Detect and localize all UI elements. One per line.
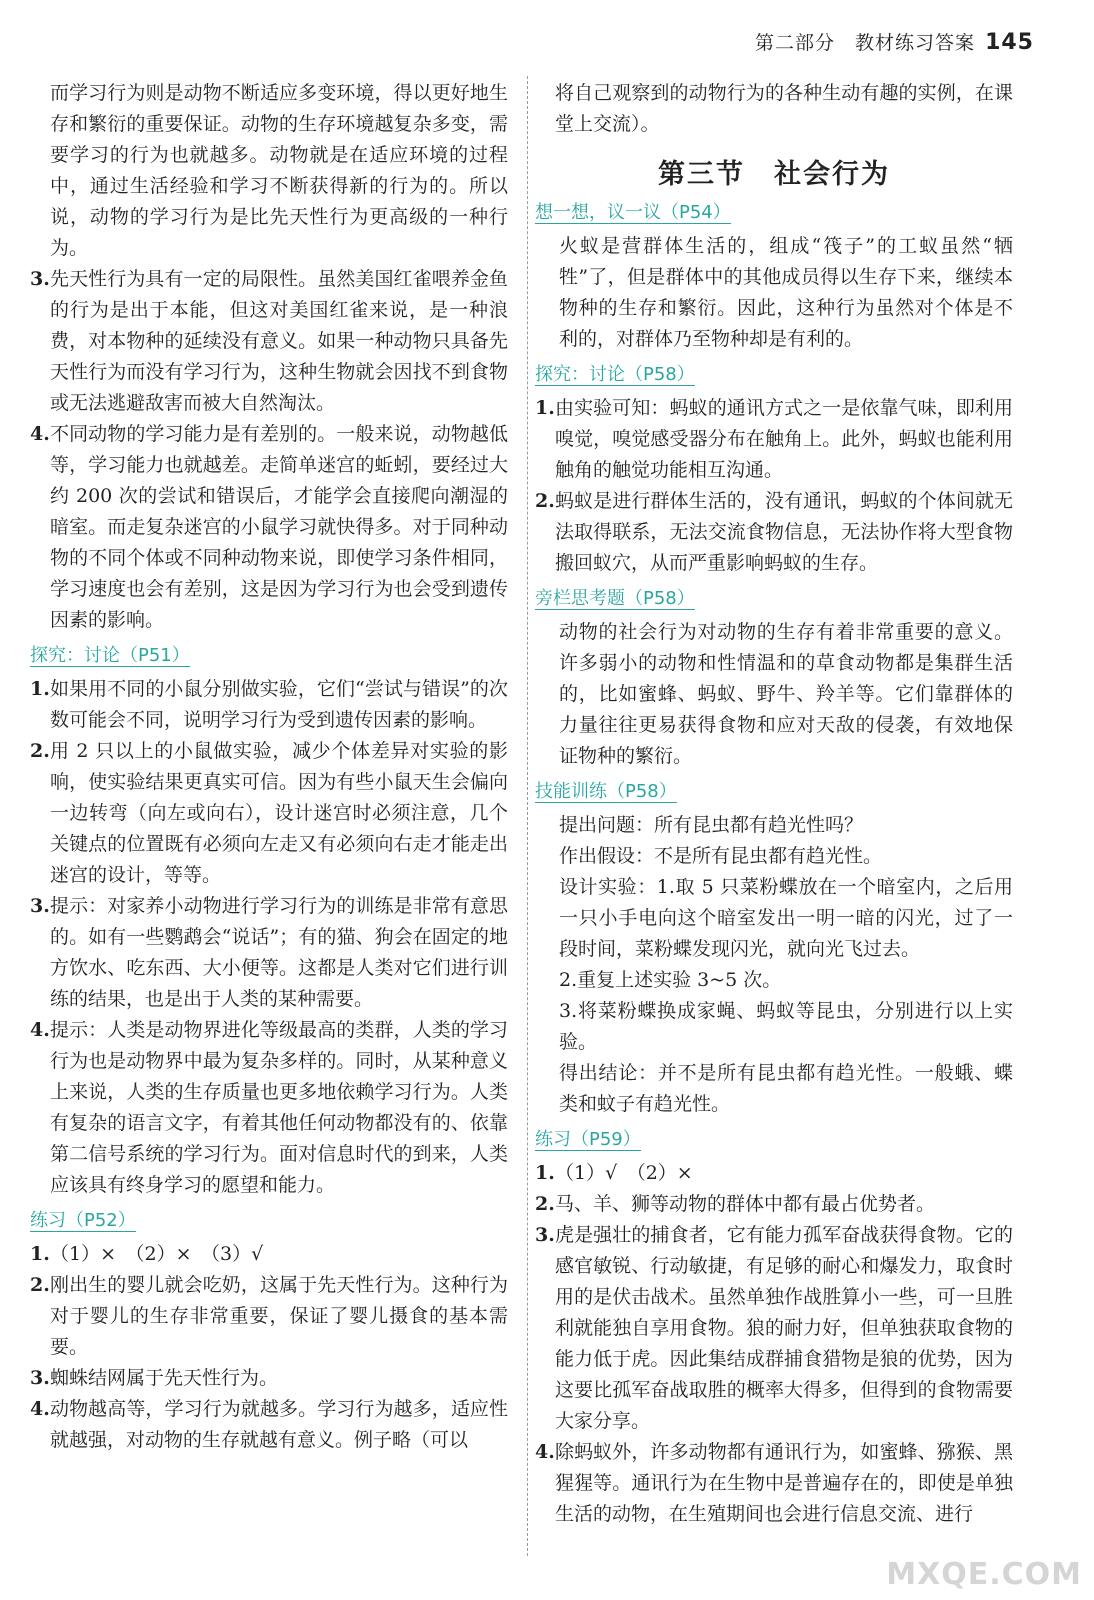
paragraph: 动物的社会行为对动物的生存有着非常重要的意义。许多弱小的动物和性情温和的草食动物都是集群生活的，比如蜜蜂、蚂蚁、野牛、羚羊等。它们靠群体的力量往往更易获得食物和应对天敌的侵袭，有效地保证物种的繁衍。: [559, 621, 1013, 767]
section-heading: 技能训练（P58）: [535, 781, 677, 802]
item-number: 3.: [30, 268, 50, 290]
item-text: 除蚂蚁外，许多动物都有通讯行为，如蜜蜂、猕猴、黑猩猩等。通讯行为在生物中是普遍存在的，即使是单独生活的动物，在生殖期间也会进行信息交流、进行: [555, 1441, 1013, 1525]
list-item: [535, 1158, 1013, 1189]
list-item: [535, 393, 1013, 486]
section-heading: 练习（P59）: [535, 1129, 641, 1150]
item-text: 虎是强壮的捕食者，它有能力孤军奋战获得食物。它的感官敏锐、行动敏捷，有足够的耐心和爆发力，取食时用的是伏击战术。虽然单独作战胜算小一些，可一旦胜利就能独自享用食物。狼的耐力好，但单独获取食物的能力低于虎。因此集结成群捕食猎物是狼的优势，因为这要比孤军奋战取胜的概率大得多，但得到的食物需要大家分享。: [555, 1224, 1013, 1432]
page-header: [755, 28, 1034, 55]
item-number: 3.: [30, 895, 50, 917]
item-text: 马、羊、狮等动物的群体中都有最占优势者。: [555, 1193, 936, 1215]
skill-line: 作出假设：不是所有昆虫都有趋光性。: [559, 845, 883, 867]
skill-line: 2.重复上述实验 3~5 次。: [559, 969, 782, 991]
paragraph: 而学习行为则是动物不断适应多变环境，得以更好地生存和繁衍的重要保证。动物的生存环境越复杂多变，需要学习的行为也就越多。动物就是在适应环境的过程中，通过生活经验和学习不断获得新的行为的。所以说，动物的学习行为是比先天性行为更高级的一种行为。: [50, 82, 508, 259]
chapter-title: 第三节 社会行为: [658, 159, 890, 190]
list-item: [30, 1363, 508, 1394]
item-number: 1.: [535, 1162, 555, 1184]
item-text: 动物越高等，学习行为就越多。学习行为越多，适应性就越强，对动物的生存就越有意义。例子略（可以: [50, 1398, 508, 1451]
list-item: [535, 1220, 1013, 1437]
item-number: 2.: [535, 1193, 555, 1215]
item-number: 2.: [30, 1274, 50, 1296]
left-column: [30, 78, 508, 1456]
item-text: 用 2 只以上的小鼠做实验，减少个体差异对实验的影响，使实验结果更真实可信。因为有些小鼠天生会偏向一边转弯（向左或向右），设计迷宫时必须注意，几个关键点的位置既有必须向左走又有必须向右走才能走出迷宫的设计，等等。: [50, 740, 508, 886]
item-text: （1）√ （2）×: [555, 1162, 693, 1184]
section-heading: 练习（P52）: [30, 1210, 136, 1231]
skill-line: 提出问题：所有昆虫都有趋光性吗？: [559, 814, 864, 836]
item-number: 1.: [535, 397, 555, 419]
list-item: [30, 1270, 508, 1363]
item-number: 4.: [535, 1441, 555, 1463]
list-item: [535, 1437, 1013, 1530]
column-divider: [527, 76, 528, 1556]
skill-line: 3.将菜粉蝶换成家蝇、蚂蚁等昆虫，分别进行以上实验。: [559, 1000, 1013, 1053]
item-number: 2.: [30, 740, 50, 762]
watermark: MXQE.COM: [886, 1557, 1082, 1592]
list-item: [30, 419, 508, 636]
right-column: [535, 78, 1013, 1530]
item-text: 由实验可知：蚂蚁的通讯方式之一是依靠气味，即利用嗅觉，嗅觉感受器分布在触角上。此外，蚂蚁也能利用触角的触觉功能相互沟通。: [555, 397, 1013, 481]
item-text: 先天性行为具有一定的局限性。虽然美国红雀喂养金鱼的行为是出于本能，但这对美国红雀来说，是一种浪费，对本物种的延续没有意义。如果一种动物只具备先天性行为而没有学习行为，这种生物就会因找不到食物或无法逃避敌害而被大自然淘汰。: [50, 268, 508, 414]
list-item: [30, 1394, 508, 1456]
item-text: 提示：对家养小动物进行学习行为的训练是非常有意思的。如有一些鹦鹉会“说话”；有的猫、狗会在固定的地方饮水、吃东西、大小便等。这都是人类对它们进行训练的结果，也是出于人类的某种需要。: [50, 895, 508, 1010]
item-number: 3.: [535, 1224, 555, 1246]
item-number: 1.: [30, 678, 50, 700]
list-item: [535, 1189, 1013, 1220]
list-item: [30, 674, 508, 736]
item-number: 2.: [535, 490, 555, 512]
paragraph: 将自己观察到的动物行为的各种生动有趣的实例，在课堂上交流）。: [555, 82, 1013, 135]
section-heading: 想一想，议一议（P54）: [535, 202, 731, 223]
item-number: 3.: [30, 1367, 50, 1389]
item-text: （1）× （2）× （3）√: [50, 1243, 264, 1265]
section-heading: 探究：讨论（P58）: [535, 364, 695, 385]
item-text: 提示：人类是动物界进化等级最高的类群，人类的学习行为也是动物界中最为复杂多样的。同时，从某种意义上来说，人类的生存质量也更多地依赖学习行为。人类有复杂的语言文字，有着其他任何动物都没有的、依靠第二信号系统的学习行为。面对信息时代的到来，人类应该具有终身学习的愿望和能力。: [50, 1019, 508, 1196]
item-text: 刚出生的婴儿就会吃奶，这属于先天性行为。这种行为对于婴儿的生存非常重要，保证了婴儿摄食的基本需要。: [50, 1274, 508, 1358]
skill-line: 设计实验：1.取 5 只菜粉蝶放在一个暗室内，之后用一只小手电向这个暗室发出一明一暗的闪光，过了一段时间，菜粉蝶发现闪光，就向光飞过去。: [559, 876, 1013, 960]
list-item: [30, 1015, 508, 1201]
page-number: 145: [985, 30, 1034, 55]
item-text: 蚂蚁是进行群体生活的，没有通讯，蚂蚁的个体间就无法取得联系，无法交流食物信息，无法协作将大型食物搬回蚁穴，从而严重影响蚂蚁的生存。: [555, 490, 1013, 574]
list-item: [30, 891, 508, 1015]
list-item: [30, 736, 508, 891]
item-text: 蜘蛛结网属于先天性行为。: [50, 1367, 279, 1389]
item-number: 1.: [30, 1243, 50, 1265]
item-number: 4.: [30, 423, 50, 445]
section-heading: 探究：讨论（P51）: [30, 645, 190, 666]
item-text: 如果用不同的小鼠分别做实验，它们“尝试与错误”的次数可能会不同，说明学习行为受到遗传因素的影响。: [50, 678, 508, 731]
item-number: 4.: [30, 1019, 50, 1041]
list-item: [535, 486, 1013, 579]
header-title: 第二部分 教材练习答案: [755, 32, 976, 54]
list-item: [30, 264, 508, 419]
list-item: [30, 1239, 508, 1270]
paragraph: 火蚁是营群体生活的，组成“筏子”的工蚁虽然“牺牲”了，但是群体中的其他成员得以生存下来，继续本物种的生存和繁衍。因此，这种行为虽然对个体是不利的，对群体乃至物种却是有利的。: [559, 235, 1013, 350]
skill-line: 得出结论：并不是所有昆虫都有趋光性。一般蛾、蝶类和蚊子有趋光性。: [559, 1062, 1013, 1115]
item-text: 不同动物的学习能力是有差别的。一般来说，动物越低等，学习能力也就越差。走简单迷宫的蚯蚓，要经过大约 200 次的尝试和错误后，才能学会直接爬向潮湿的暗室。而走复杂迷宫的小鼠学习就快得多。对于同种动物的不同个体或不同种动物来说，即使学习条件相同，学习速度也会有差别，这是因为学习行为也会受到遗传因素的影响。: [50, 423, 508, 631]
item-number: 4.: [30, 1398, 50, 1420]
section-heading: 旁栏思考题（P58）: [535, 588, 695, 609]
